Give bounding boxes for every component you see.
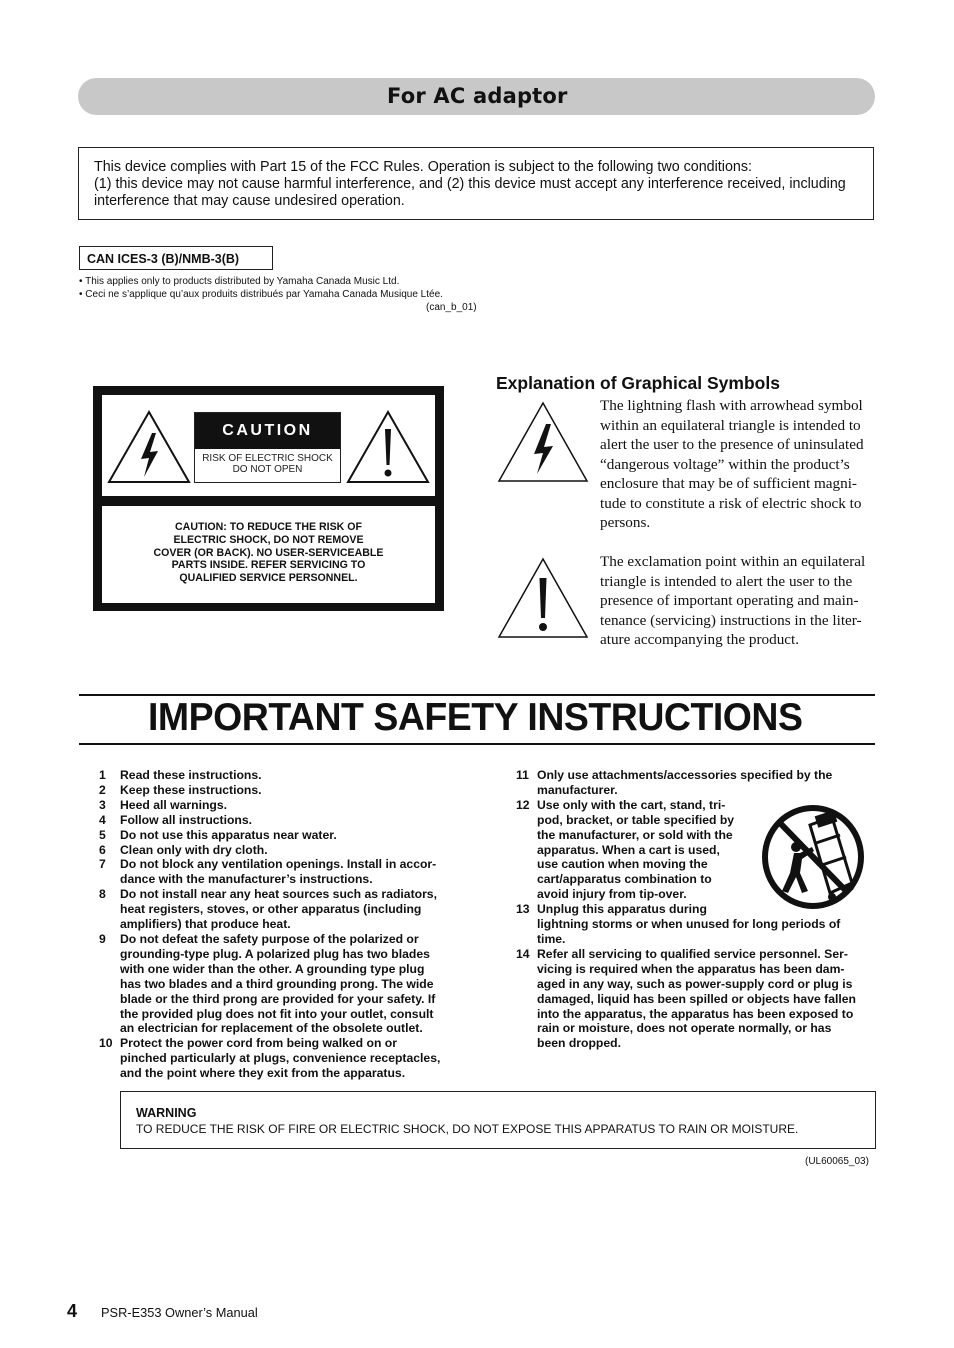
- page-title: IMPORTANT SAFETY INSTRUCTIONS: [148, 696, 803, 739]
- caution-sub-line: DO NOT OPEN: [232, 464, 303, 475]
- instruction-line: apparatus. When a cart is used,: [537, 842, 720, 857]
- instruction-line: vicing is required when the apparatus has been dam-: [537, 961, 845, 976]
- instruction-item: [99, 813, 469, 828]
- instruction-number: 7: [99, 857, 106, 872]
- instruction-item: [99, 932, 469, 1036]
- caution-text-line: CAUTION: TO REDUCE THE RISK OF: [175, 521, 362, 533]
- can-code: (can_b_01): [426, 302, 477, 313]
- instruction-line: lightning storms or when unused for long periods of: [537, 917, 841, 932]
- manual-name: PSR-E353 Owner’s Manual: [101, 1305, 258, 1320]
- instruction-number: 1: [99, 768, 106, 782]
- caution-sub-line: RISK OF ELECTRIC SHOCK: [202, 453, 333, 464]
- instruction-line: heat registers, stoves, or other apparatus (including: [120, 902, 422, 917]
- instruction-line: cart/apparatus combination to: [537, 872, 712, 887]
- instruction-line: pod, bracket, or table specified by: [537, 812, 735, 827]
- instruction-item: [99, 768, 469, 783]
- explanation-line: triangle is intended to alert the user to the: [600, 572, 853, 590]
- lightning-explanation: [600, 396, 880, 533]
- instruction-line: Do not defeat the safety purpose of the polarized or: [120, 931, 419, 946]
- instruction-line: Protect the power cord from being walked on or: [120, 1036, 397, 1051]
- warning-text: TO REDUCE THE RISK OF FIRE OR ELECTRIC SHOCK, DO NOT EXPOSE THIS APPARATUS TO RAIN OR MOISTURE.: [136, 1122, 799, 1136]
- explanation-line: ature accompanying the product.: [600, 631, 800, 648]
- instruction-line: Do not install near any heat sources such as radiators,: [120, 887, 437, 902]
- explanation-line: presence of important operating and main-: [600, 592, 859, 609]
- instruction-line: dance with the manufacturer’s instructions.: [120, 872, 373, 887]
- instruction-line: time.: [537, 931, 566, 946]
- instruction-number: 12: [516, 797, 530, 812]
- fcc-line: This device complies with Part 15 of the FCC Rules. Operation is subject to the following two conditions:: [94, 159, 752, 175]
- instruction-number: 13: [516, 902, 530, 917]
- fcc-line: (1) this device may not cause harmful interference, and (2) this device must accept any interference received, including: [94, 176, 846, 192]
- instruction-line: has two blades and a third grounding prong. The wide: [120, 976, 434, 991]
- instruction-item: [99, 798, 469, 813]
- page-number: 4: [67, 1301, 78, 1321]
- instruction-item: [99, 843, 469, 858]
- instruction-line: Do not use this apparatus near water.: [120, 827, 337, 842]
- warning-box: [120, 1091, 876, 1149]
- instruction-line: grounding-type plug. A polarized plug has two blades: [120, 946, 430, 961]
- caution-text: [110, 521, 427, 585]
- instructions-left-column: [99, 768, 469, 1081]
- instruction-line: Clean only with dry cloth.: [120, 842, 268, 857]
- instruction-line: amplifiers) that produce heat.: [120, 917, 291, 932]
- instruction-number: 4: [99, 812, 106, 827]
- explanation-line: The exclamation point within an equilateral: [600, 553, 866, 570]
- instruction-line: Unplug this apparatus during: [537, 902, 707, 917]
- instruction-line: Refer all servicing to qualified service personnel. Ser-: [537, 946, 848, 961]
- exclamation-explanation: [600, 552, 880, 650]
- instruction-line: use caution when moving the: [537, 857, 708, 872]
- explanation-heading: Explanation of Graphical Symbols: [496, 373, 780, 393]
- instruction-line: aged in any way, such as power-supply cord or plug is: [537, 976, 853, 991]
- warning-code: (UL60065_03): [805, 1156, 869, 1167]
- instruction-item: [516, 768, 876, 798]
- can-ices-label: CAN ICES-3 (B)/NMB-3(B): [79, 246, 273, 270]
- instruction-number: 5: [99, 827, 106, 842]
- instruction-line: an electrician for replacement of the obsolete outlet.: [120, 1021, 423, 1036]
- instruction-line: been dropped.: [537, 1036, 621, 1051]
- can-note-fr: • Ceci ne s’applique qu’aux produits distribués par Yamaha Canada Musique Ltée.: [79, 289, 443, 300]
- caution-text-line: ELECTRIC SHOCK, DO NOT REMOVE: [173, 533, 364, 546]
- exclamation-triangle-icon: [496, 556, 590, 640]
- instruction-line: the manufacturer, or sold with the: [537, 827, 733, 842]
- instruction-line: into the apparatus, the apparatus has been exposed to: [537, 1006, 854, 1021]
- instruction-number: 10: [99, 1036, 113, 1051]
- instruction-line: Use only with the cart, stand, tri-: [537, 797, 726, 812]
- title-rule-bottom: [79, 743, 875, 745]
- caution-text-line: QUALIFIED SERVICE PERSONNEL.: [179, 572, 358, 585]
- explanation-line: tenance (servicing) instructions in the liter-: [600, 611, 862, 629]
- instruction-number: 8: [99, 887, 106, 902]
- section-title: For AC adaptor: [387, 84, 568, 108]
- instruction-line: with one wider than the other. A grounding type plug: [120, 961, 425, 976]
- lightning-triangle-icon: [496, 400, 590, 484]
- instruction-line: Heed all warnings.: [120, 797, 228, 812]
- caution-sub: [195, 453, 340, 475]
- instruction-line: avoid injury from tip-over.: [537, 887, 687, 902]
- instruction-line: Read these instructions.: [120, 768, 262, 782]
- instruction-item: [516, 947, 876, 1051]
- instruction-line: damaged, liquid has been spilled or objects have fallen: [537, 991, 856, 1006]
- instruction-item: [99, 1036, 469, 1081]
- can-note-en: • This applies only to products distributed by Yamaha Canada Music Ltd.: [79, 276, 400, 287]
- explanation-line: enclosure that may be of sufficient magni-: [600, 475, 857, 492]
- instruction-line: manufacturer.: [537, 782, 618, 797]
- instruction-line: Keep these instructions.: [120, 782, 262, 797]
- explanation-line: tude to constitute a risk of electric shock to: [600, 494, 862, 512]
- instruction-line: Only use attachments/accessories specified by the: [537, 768, 833, 782]
- instruction-item: [99, 887, 469, 932]
- instruction-number: 9: [99, 931, 106, 946]
- instruction-number: 3: [99, 797, 106, 812]
- cart-tip-over-warning-icon: [760, 803, 866, 911]
- explanation-line: alert the user to the presence of uninsulated: [600, 436, 864, 453]
- instruction-number: 2: [99, 782, 106, 797]
- warning-title: WARNING: [136, 1106, 197, 1120]
- caution-heading: CAUTION: [195, 413, 340, 449]
- instruction-item: [99, 857, 469, 887]
- caution-text-line: COVER (OR BACK). NO USER-SERVICEABLE: [153, 546, 384, 559]
- explanation-line: within an equilateral triangle is intended to: [600, 416, 861, 434]
- instruction-line: blade or the third prong are provided for your safety. If: [120, 991, 436, 1006]
- instruction-line: and the point where they exit from the apparatus.: [120, 1066, 406, 1081]
- instruction-line: the provided plug does not fit into your outlet, consult: [120, 1006, 434, 1021]
- instruction-line: Do not block any ventilation openings. Install in accor-: [120, 857, 437, 872]
- instruction-line: rain or moisture, does not operate normally, or has: [537, 1021, 832, 1036]
- instruction-number: 14: [516, 946, 530, 961]
- lightning-triangle-icon: [106, 409, 192, 485]
- explanation-line: “dangerous voltage” within the product’s: [600, 455, 850, 473]
- explanation-line: persons.: [600, 514, 651, 531]
- instruction-line: Follow all instructions.: [120, 812, 253, 827]
- instruction-line: pinched particularly at plugs, convenience receptacles,: [120, 1051, 441, 1066]
- fcc-statement-box: [78, 147, 874, 220]
- instruction-item: [99, 828, 469, 843]
- instruction-number: 6: [99, 842, 106, 857]
- exclamation-triangle-icon: [345, 409, 431, 485]
- caution-text-line: PARTS INSIDE. REFER SERVICING TO: [171, 559, 366, 572]
- explanation-line: The lightning flash with arrowhead symbol: [600, 397, 863, 414]
- instruction-number: 11: [516, 768, 529, 782]
- instruction-item: [99, 783, 469, 798]
- fcc-line: interference that may cause undesired operation.: [94, 193, 405, 209]
